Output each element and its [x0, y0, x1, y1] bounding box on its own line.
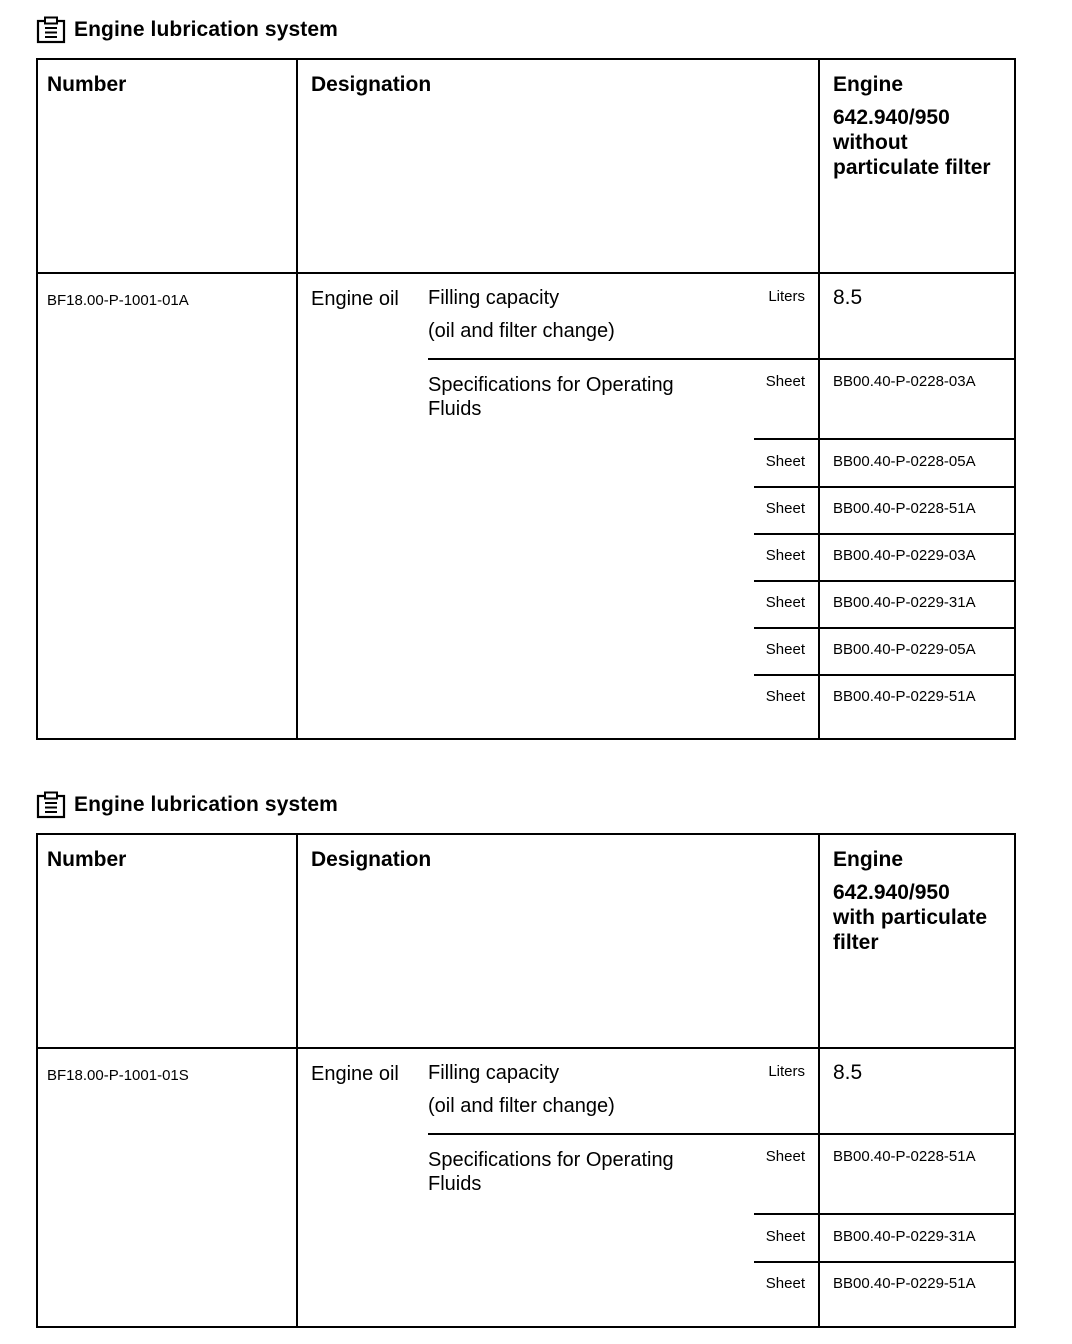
capacity-label-line-1: Filling capacity [428, 287, 560, 309]
sheet-unit: Sheet [765, 641, 805, 658]
sheet-reference: BB00.40-P-0229-31A [833, 1228, 976, 1245]
capacity-label-line-1: Filling capacity [428, 1062, 560, 1084]
engine-label: Engine [833, 73, 904, 96]
spec-label-line-2: Fluids [428, 398, 482, 420]
capacity-unit: Liters [768, 1063, 805, 1080]
header-designation: Designation [311, 848, 432, 871]
capacity-value: 8.5 [833, 286, 863, 309]
capacity-unit: Liters [768, 288, 805, 305]
row-divider [754, 533, 1014, 535]
header-divider [38, 272, 1014, 274]
header-number: Number [47, 73, 127, 96]
column-divider [818, 835, 820, 1326]
row-divider [754, 1261, 1014, 1263]
spec-table [36, 833, 1016, 1328]
designation-item: Engine oil [311, 288, 399, 310]
sheet-reference: BB00.40-P-0228-05A [833, 453, 976, 470]
document-list-icon [36, 791, 66, 819]
sheet-reference: BB00.40-P-0228-51A [833, 1148, 976, 1165]
spec-label-line-1: Specifications for Operating [428, 374, 674, 396]
section-title: Engine lubrication system [74, 793, 338, 816]
row-divider [754, 580, 1014, 582]
row-divider [754, 1213, 1014, 1215]
engine-model: 642.940/950 [833, 106, 950, 129]
row-divider [754, 486, 1014, 488]
engine-variant-line-2: particulate filter [833, 156, 991, 179]
sheet-reference: BB00.40-P-0229-31A [833, 594, 976, 611]
row-divider [754, 438, 1014, 440]
section-1 [0, 14, 1072, 744]
sheet-reference: BB00.40-P-0229-51A [833, 688, 976, 705]
header-designation: Designation [311, 73, 432, 96]
sheet-unit: Sheet [765, 453, 805, 470]
section-title-row [36, 14, 338, 46]
capacity-label-line-2: (oil and filter change) [428, 1095, 615, 1117]
spec-table [36, 58, 1016, 740]
header-engine [833, 72, 991, 180]
document-list-icon [36, 16, 66, 44]
designation-item: Engine oil [311, 1063, 399, 1085]
column-divider [296, 60, 298, 738]
header-number: Number [47, 848, 127, 871]
row-divider [754, 627, 1014, 629]
section-title-row [36, 789, 338, 821]
column-divider [296, 835, 298, 1326]
section-title: Engine lubrication system [74, 18, 338, 41]
engine-variant-line-1: with particulate [833, 906, 988, 929]
sheet-unit: Sheet [765, 688, 805, 705]
sheet-unit: Sheet [765, 594, 805, 611]
spec-label-line-2: Fluids [428, 1173, 482, 1195]
engine-variant-line-1: without [833, 131, 908, 154]
sheet-unit: Sheet [765, 1148, 805, 1165]
engine-model: 642.940/950 [833, 881, 950, 904]
row-divider [428, 1133, 1014, 1135]
row-divider [754, 674, 1014, 676]
engine-variant-line-2: filter [833, 931, 879, 954]
spec-label-line-1: Specifications for Operating [428, 1149, 674, 1171]
sheet-reference: BB00.40-P-0228-03A [833, 373, 976, 390]
sheet-unit: Sheet [765, 1228, 805, 1245]
sheet-unit: Sheet [765, 500, 805, 517]
sheet-unit: Sheet [765, 547, 805, 564]
header-engine [833, 847, 987, 955]
engine-label: Engine [833, 848, 904, 871]
column-divider [818, 60, 820, 738]
sheet-reference: BB00.40-P-0228-51A [833, 500, 976, 517]
sheet-unit: Sheet [765, 373, 805, 390]
document-number: BF18.00-P-1001-01A [47, 292, 189, 309]
section-2 [0, 789, 1072, 1334]
row-divider [428, 358, 1014, 360]
sheet-reference: BB00.40-P-0229-51A [833, 1275, 976, 1292]
capacity-value: 8.5 [833, 1061, 863, 1084]
capacity-label-line-2: (oil and filter change) [428, 320, 615, 342]
sheet-reference: BB00.40-P-0229-05A [833, 641, 976, 658]
header-divider [38, 1047, 1014, 1049]
sheet-unit: Sheet [765, 1275, 805, 1292]
document-number: BF18.00-P-1001-01S [47, 1067, 189, 1084]
sheet-reference: BB00.40-P-0229-03A [833, 547, 976, 564]
